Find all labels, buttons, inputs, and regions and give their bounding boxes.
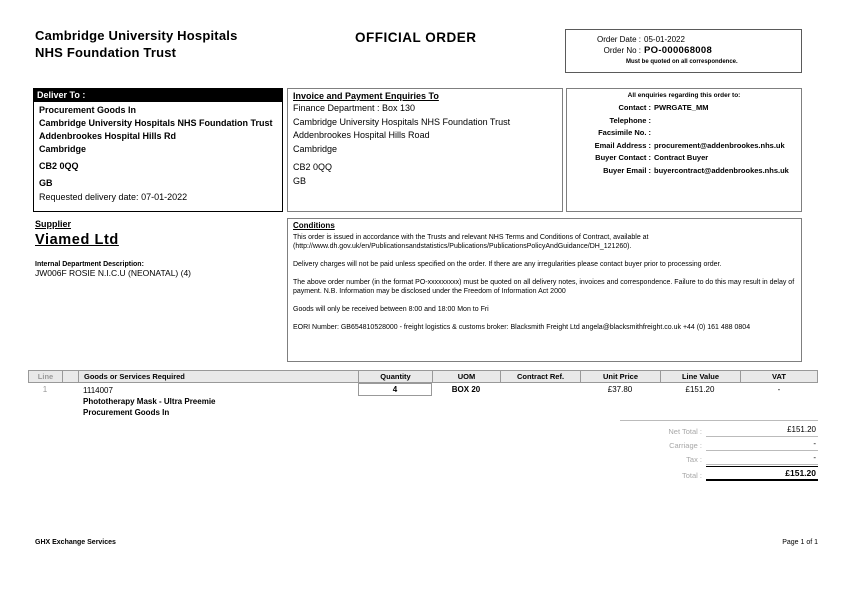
order-number-row [566,45,801,56]
grand-total-label: Total : [681,471,702,480]
trust-name-line2: NHS Foundation Trust [35,45,177,60]
item-description: Phototherapy Mask - Ultra Preemie [83,397,216,406]
conditions-paragraph-5: EORI Number: GB654810528000 - freight logistics & customs broker: Blacksmith Freight Ltd angela@blacksmithfreight.co.uk +44 (0) 161 488 0804 [293,324,751,331]
requested-delivery-date: 07-01-2022 [141,192,188,202]
enquiry-row-buyer-email [567,165,801,178]
order-date-label: Order Date : [596,35,641,44]
tax-label: Tax : [686,455,702,464]
email-label: Email Address : [594,140,651,150]
order-info-box [565,29,802,73]
column-header-vat: VAT [740,371,818,382]
tax-row [620,452,818,465]
column-header-line: Line [28,371,62,382]
carriage-value: - [706,438,818,451]
supplier-name: Viamed Ltd [35,232,119,248]
enquiry-row-buyer-contact [567,152,801,165]
buyer-email-value: buyercontract@addenbrookes.nhs.uk [654,165,789,175]
conditions-box [287,218,802,362]
document-title: OFFICIAL ORDER [355,30,477,45]
order-note: Must be quoted on all correspondence. [626,59,738,65]
deliver-line-3: Addenbrookes Hospital Hills Rd [39,131,177,141]
cell-contract-ref [500,383,580,418]
trust-name [35,27,238,61]
cell-unit-price: £37.80 [607,385,633,394]
invoice-enquiries-box [287,88,563,212]
order-items-table [28,370,818,418]
grand-total-value: £151.20 [706,466,818,481]
enquiry-row-contact [567,102,801,115]
deliver-line-4: Cambridge [39,144,87,154]
requested-delivery [39,191,277,204]
deliver-to-box [33,88,283,212]
email-value: procurement@addenbrookes.nhs.uk [654,140,785,150]
tax-value: - [706,452,818,465]
deliver-to-header: Deliver To : [34,89,282,102]
contact-label: Contact : [618,103,651,112]
cell-line-value: £151.20 [685,385,715,394]
footer-service-name: GHX Exchange Services [35,539,116,546]
footer-page-number: Page 1 of 1 [782,539,818,546]
order-no-label: Order No : [603,46,641,55]
buyer-contact-value: Contract Buyer [654,153,709,162]
net-total-value: £151.20 [706,424,818,437]
column-header-quantity: Quantity [358,371,432,382]
buyer-email-label: Buyer Email : [603,165,651,175]
net-total-label: Net Total : [668,427,702,436]
table-header-row [28,370,818,383]
deliver-line-1: Procurement Goods In [39,105,137,115]
enquiries-contact-box [566,88,802,212]
grand-total-row [620,466,818,481]
contact-value: PWRGATE_MM [654,103,709,112]
invoice-country: GB [293,175,307,186]
cell-vat: - [777,385,781,394]
conditions-paragraph-1: This order is issued in accordance with the Trusts and relevant NHS Terms and Conditions of Contract, available at (http://www.dh.gov.uk/en/Publicationsandstatistics/Publications/PublicationsPolicyAndGuidance/DH_121260). [293,234,649,250]
facsimile-label: Facsimile No. : [598,128,651,137]
internal-department-label: Internal Department Description: [35,261,144,268]
order-no-value: PO-000068008 [644,45,713,56]
invoice-line-3: Addenbrookes Hospital Hills Road [293,130,430,140]
buyer-contact-label: Buyer Contact : [595,153,651,162]
table-row [28,383,818,418]
enquiry-row-email [567,140,801,153]
supplier-section-header: Supplier [35,219,72,229]
telephone-label: Telephone : [609,115,651,125]
deliver-country: GB [39,178,53,188]
cell-goods-description [78,383,358,418]
net-total-row [620,424,818,437]
column-header-contract-ref: Contract Ref. [500,371,580,382]
column-header-goods: Goods or Services Required [78,371,358,382]
totals-block [620,420,818,482]
invoice-line-2: Cambridge University Hospitals NHS Foundation Trust [293,116,511,127]
column-header-blank [62,371,78,382]
item-department: Procurement Goods In [83,408,170,417]
conditions-paragraph-3: The above order number (in the format PO-xxxxxxxxx) must be quoted on all delivery notes, invoices and correspondence. Failure to do this may result in delay of payment. N.B. Information may be disclosed under the Freedom of Information Act 2000 [293,279,795,295]
requested-delivery-label: Requested delivery date: [39,192,139,202]
invoice-line-1: Finance Department : Box 130 [293,103,416,113]
order-date-row [566,34,801,45]
item-code: 1114007 [83,386,113,395]
enquiries-header: All enquiries regarding this order to: [627,92,741,99]
conditions-paragraph-2: Delivery charges will not be paid unless specified on the order. If there are any irregularities please contact buyer prior to processing order. [293,261,722,268]
conditions-header: Conditions [293,221,335,230]
carriage-label: Carriage : [669,441,702,450]
conditions-paragraph-4: Goods will only be received between 8:00 and 18:00 Mon to Fri [293,306,489,313]
column-header-unit-price: Unit Price [580,371,660,382]
column-header-uom: UOM [432,371,500,382]
internal-department-value: JW006F ROSIE N.I.C.U (NEONATAL) (4) [35,268,192,278]
invoice-line-4: Cambridge [293,143,338,154]
carriage-row [620,438,818,451]
deliver-line-2: Cambridge University Hospitals NHS Foundation Trust [39,118,273,128]
trust-name-line1: Cambridge University Hospitals [35,28,238,43]
deliver-postcode: CB2 0QQ [39,161,79,171]
enquiry-row-telephone [567,115,801,128]
invoice-postcode: CB2 0QQ [293,162,333,172]
enquiry-row-facsimile [567,127,801,140]
cell-line-number: 1 [42,385,48,394]
cell-quantity: 4 [358,383,432,396]
cell-blank [62,383,78,418]
order-date-value: 05-01-2022 [644,35,685,44]
cell-uom: BOX 20 [451,385,481,394]
column-header-line-value: Line Value [660,371,740,382]
invoice-enquiries-header: Invoice and Payment Enquiries To [293,91,439,101]
